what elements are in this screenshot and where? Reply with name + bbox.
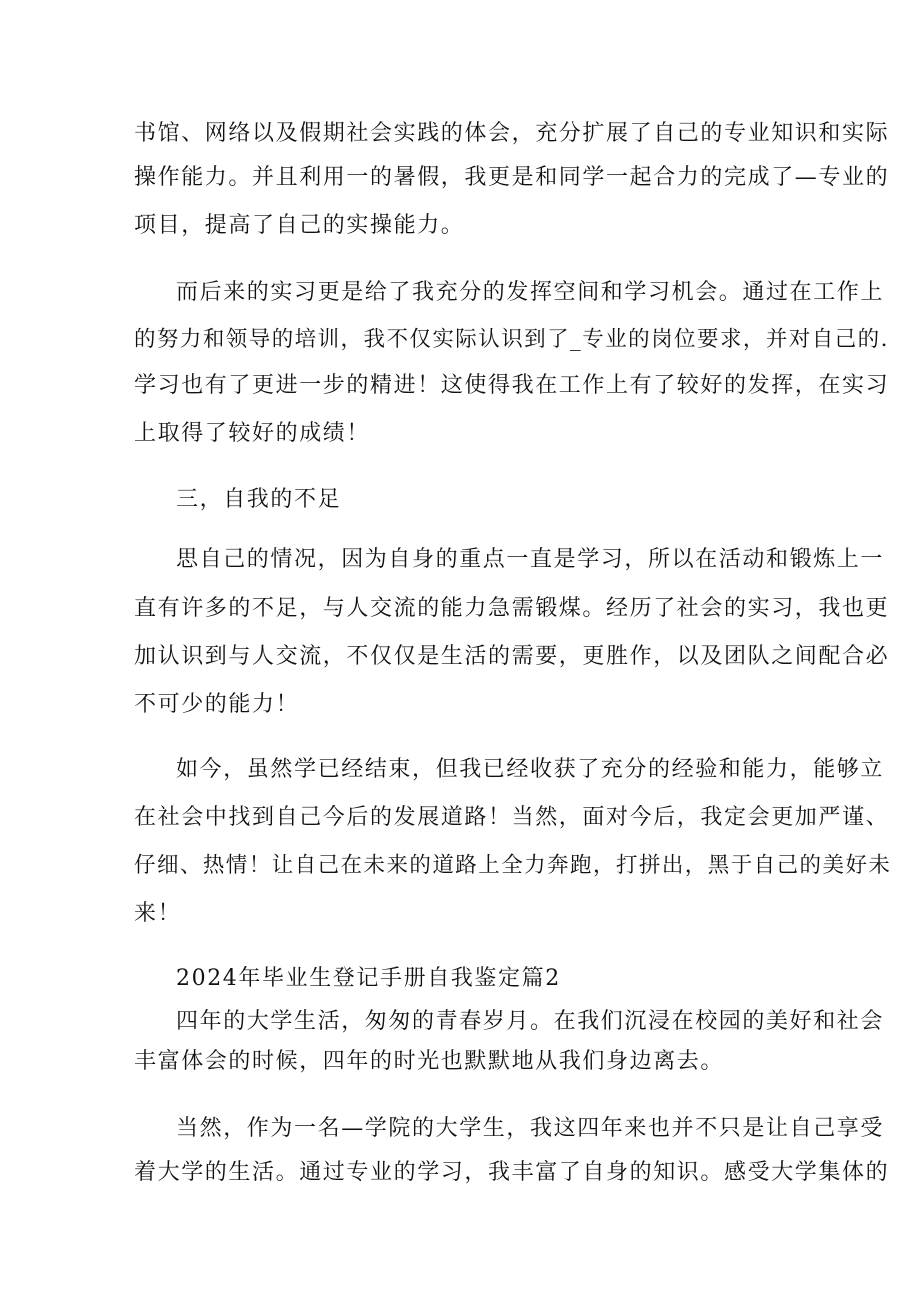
paragraph-line: 四年的大学生活，匆匆的青春岁月。在我们沉浸在校园的美好和社会 xyxy=(176,1009,885,1034)
paragraph-line: 操作能力。并且利用一的暑假，我更是和同学一起合力的完成了—专业的 xyxy=(134,165,890,190)
paragraph-line: 在社会中找到自己今后的发展道路！当然，面对今后，我定会更加严谨、 xyxy=(134,805,890,830)
paragraph-line: 当然，作为一名—学院的大学生，我这四年来也并不只是让自己享受 xyxy=(176,1116,885,1141)
paragraph-line: 上取得了较好的成绩！ xyxy=(134,421,371,446)
paragraph-line: 学习也有了更进一步的精进！这使得我在工作上有了较好的发挥，在实习 xyxy=(134,373,890,398)
paragraph-line: 来！ xyxy=(134,901,182,926)
paragraph-line: 仔细、热情！让自己在未来的道路上全力奔跑，打拼出，黑于自己的美好未 xyxy=(134,853,892,878)
paragraph-line: 项目，提高了自己的实操能力。 xyxy=(134,213,465,238)
paragraph-line: 如今，虽然学已经结束，但我已经收获了充分的经验和能力，能够立 xyxy=(176,757,885,782)
paragraph-line: 思自己的情况，因为自身的重点一直是学习，所以在活动和锻炼上一 xyxy=(176,547,885,572)
paragraph-line: 丰富体会的时候，四年的时光也默默地从我们身边离去。 xyxy=(134,1049,725,1074)
paragraph-line: 而后来的实习更是给了我充分的发挥空间和学习机会。通过在工作上 xyxy=(176,280,885,305)
section-heading: 三，自我的不足 xyxy=(176,487,342,512)
paragraph-line: 着大学的生活。通过专业的学习，我丰富了自身的知识。感受大学集体的 xyxy=(134,1160,890,1185)
paragraph-line: 的努力和领导的培训，我不仅实际认识到了_专业的岗位要求，并对自己的. xyxy=(134,327,889,352)
paragraph-line: 书馆、网络以及假期社会实践的体会，充分扩展了自己的专业知识和实际 xyxy=(134,121,890,146)
paragraph-line: 加认识到与人交流，不仅仅是生活的需要，更胜作，以及团队之间配合必 xyxy=(134,644,890,669)
paragraph-line: 不可少的能力！ xyxy=(134,692,300,717)
section-title: 2024年毕业生登记手册自我鉴定篇2 xyxy=(176,966,561,991)
paragraph-line: 直有许多的不足，与人交流的能力急需锻煤。经历了社会的实习，我也更 xyxy=(134,596,890,621)
